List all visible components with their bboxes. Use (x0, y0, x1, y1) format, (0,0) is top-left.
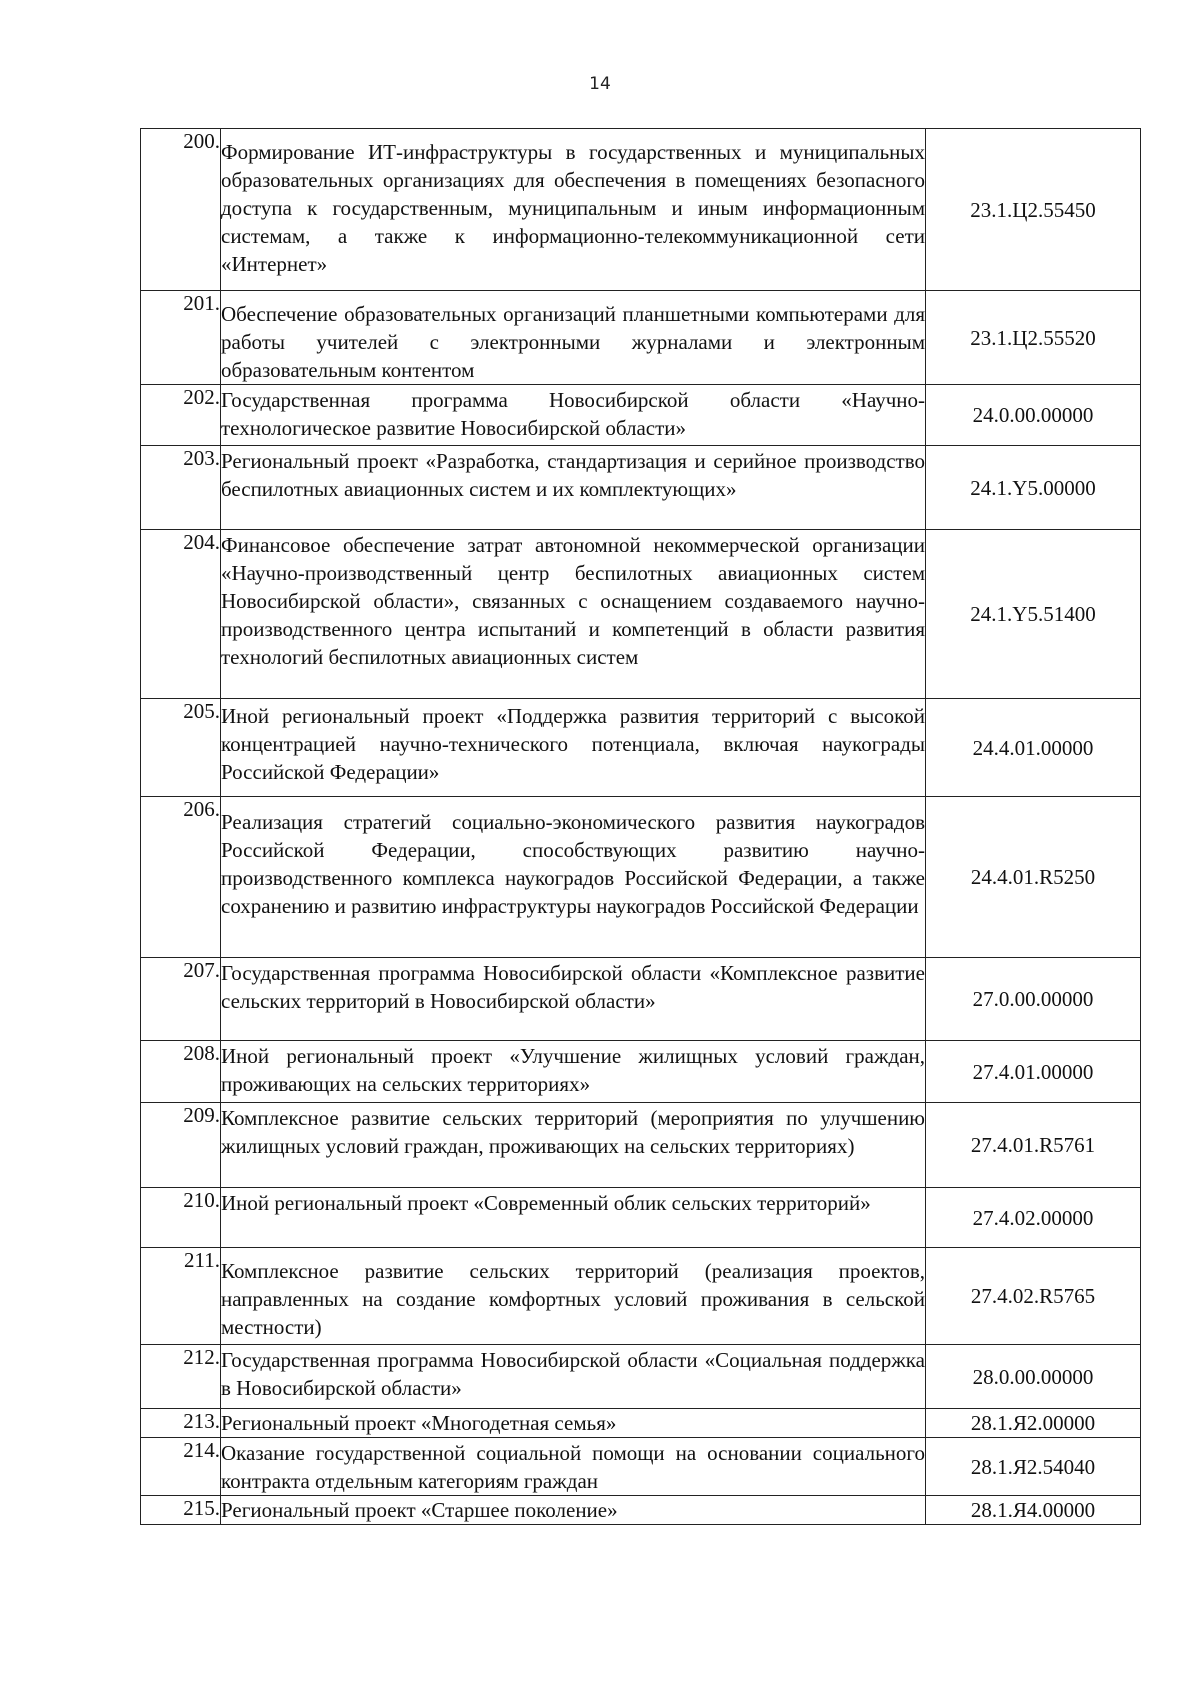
row-name: Региональный проект «Многодетная семья» (221, 1409, 926, 1438)
row-code: 24.4.01.R5250 (926, 797, 1141, 958)
row-code: 28.0.00.00000 (926, 1345, 1141, 1409)
row-number: 202. (141, 385, 221, 446)
row-code: 24.1.Y5.00000 (926, 446, 1141, 530)
row-number: 215. (141, 1496, 221, 1525)
row-number: 203. (141, 446, 221, 530)
row-name: Финансовое обеспечение затрат автономной некоммерческой организации «Научно-производственный центр беспилотных авиационных систем Новосибирской области», связанных с оснащением создаваемого научно-производственного центра испытаний и компетенций в области развития технологий беспилотных авиационных систем (221, 530, 926, 699)
table-row (141, 1103, 1141, 1188)
row-name: Комплексное развитие сельских территорий (мероприятия по улучшению жилищных условий граждан, проживающих на сельских территориях) (221, 1103, 926, 1188)
table-row (141, 129, 1141, 291)
row-code: 27.4.02.R5765 (926, 1248, 1141, 1345)
row-code: 23.1.Ц2.55520 (926, 291, 1141, 385)
row-code: 28.1.Я4.00000 (926, 1496, 1141, 1525)
row-number: 212. (141, 1345, 221, 1409)
row-number: 209. (141, 1103, 221, 1188)
row-code: 24.1.Y5.51400 (926, 530, 1141, 699)
row-code: 27.0.00.00000 (926, 958, 1141, 1041)
row-number: 205. (141, 699, 221, 797)
row-name: Государственная программа Новосибирской области «Социальная поддержка в Новосибирской области» (221, 1345, 926, 1409)
row-code: 27.4.01.00000 (926, 1041, 1141, 1103)
page-number: 14 (589, 74, 611, 94)
table-row (141, 797, 1141, 958)
row-number: 214. (141, 1438, 221, 1496)
row-name: Государственная программа Новосибирской области «Научно-технологическое развитие Новосибирской области» (221, 385, 926, 446)
row-number: 210. (141, 1188, 221, 1248)
budget-codes-table (140, 128, 1141, 1525)
row-number: 206. (141, 797, 221, 958)
table-row (141, 385, 1141, 446)
row-name: Иной региональный проект «Улучшение жилищных условий граждан, проживающих на сельских территориях» (221, 1041, 926, 1103)
row-code: 24.0.00.00000 (926, 385, 1141, 446)
table-row (141, 1041, 1141, 1103)
table-row (141, 958, 1141, 1041)
row-name: Региональный проект «Разработка, стандартизация и серийное производство беспилотных авиационных систем и их комплектующих» (221, 446, 926, 530)
row-name: Обеспечение образовательных организаций планшетными компьютерами для работы учителей с электронными журналами и электронным образовательным контентом (221, 291, 926, 385)
table-row (141, 1188, 1141, 1248)
row-code: 24.4.01.00000 (926, 699, 1141, 797)
table-row (141, 446, 1141, 530)
table-row (141, 699, 1141, 797)
row-name: Реализация стратегий социально-экономического развития наукоградов Российской Федерации, способствующих развитию научно-производственного комплекса наукоградов Российской Федерации, а также сохранению и развитию инфраструктуры наукоградов Российской Федерации (221, 797, 926, 958)
row-number: 200. (141, 129, 221, 291)
row-code: 28.1.Я2.00000 (926, 1409, 1141, 1438)
table-row (141, 1345, 1141, 1409)
table-row (141, 291, 1141, 385)
row-number: 204. (141, 530, 221, 699)
row-number: 211. (141, 1248, 221, 1345)
row-number: 213. (141, 1409, 221, 1438)
table-row (141, 1409, 1141, 1438)
row-number: 208. (141, 1041, 221, 1103)
row-number: 201. (141, 291, 221, 385)
row-name: Иной региональный проект «Современный облик сельских территорий» (221, 1188, 926, 1248)
row-code: 27.4.01.R5761 (926, 1103, 1141, 1188)
row-name: Комплексное развитие сельских территорий (реализация проектов, направленных на создание комфортных условий проживания в сельской местности) (221, 1248, 926, 1345)
row-number: 207. (141, 958, 221, 1041)
row-name: Оказание государственной социальной помощи на основании социального контракта отдельным категориям граждан (221, 1438, 926, 1496)
row-name: Региональный проект «Старшее поколение» (221, 1496, 926, 1525)
row-code: 28.1.Я2.54040 (926, 1438, 1141, 1496)
row-code: 27.4.02.00000 (926, 1188, 1141, 1248)
row-name: Формирование ИТ-инфраструктуры в государственных и муниципальных образовательных организациях для обеспечения в помещениях безопасного доступа к государственным, муниципальным и иным информационным системам, а также к информационно-телекоммуникационной сети «Интернет» (221, 129, 926, 291)
row-code: 23.1.Ц2.55450 (926, 129, 1141, 291)
table-row (141, 1438, 1141, 1496)
row-name: Государственная программа Новосибирской области «Комплексное развитие сельских территорий в Новосибирской области» (221, 958, 926, 1041)
table-row (141, 1248, 1141, 1345)
row-name: Иной региональный проект «Поддержка развития территорий с высокой концентрацией научно-технического потенциала, включая наукограды Российской Федерации» (221, 699, 926, 797)
table-row (141, 1496, 1141, 1525)
table-row (141, 530, 1141, 699)
